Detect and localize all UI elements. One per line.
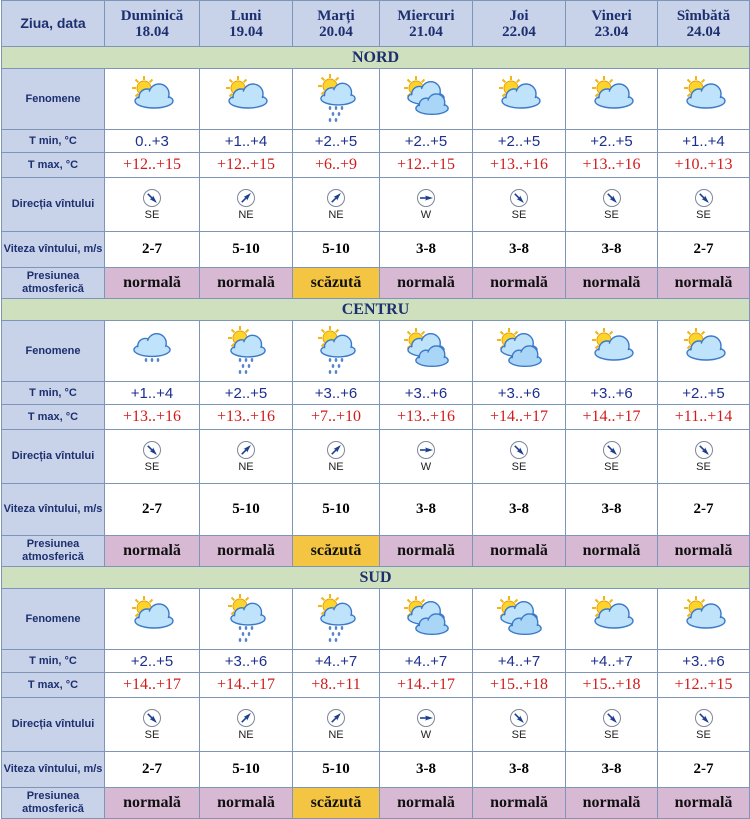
- region-row: [2, 47, 750, 69]
- wind-direction-label: SE: [604, 461, 619, 473]
- weather-cell: [105, 589, 200, 650]
- phenomena-row: [2, 69, 750, 130]
- day-date: 18.04: [135, 23, 169, 40]
- wind-direction-label: NE: [328, 209, 344, 221]
- tmin-cell: +2..+5: [566, 130, 658, 153]
- tmax-cell: +11..+14: [658, 405, 750, 430]
- weather-cell: [200, 589, 293, 650]
- cloudy-rain-icon: [306, 326, 366, 376]
- wind-arrow-icon: [602, 708, 622, 728]
- wind-direction-cell: [380, 698, 473, 752]
- day-name: Duminică: [120, 7, 184, 24]
- pressure-cell: scăzută: [293, 788, 380, 819]
- phenomena-row: [2, 589, 750, 650]
- wind-arrow-icon: [142, 188, 162, 208]
- cloudy-rain-icon: [306, 74, 366, 124]
- weather-cell: [200, 321, 293, 382]
- day-name: Marți: [317, 7, 355, 24]
- partly-cloudy-icon: [582, 74, 642, 124]
- tmin-cell: +4..+7: [293, 650, 380, 673]
- cloudy-icon: [396, 74, 456, 124]
- pressure-cell: normală: [200, 268, 293, 299]
- wind-arrow-icon: [416, 440, 436, 460]
- day-name: Vineri: [591, 7, 632, 24]
- pressure-cell: normală: [658, 536, 750, 567]
- wind-arrow-icon: [509, 440, 529, 460]
- row-label: T max, °C: [2, 153, 105, 178]
- wind-direction-cell: [473, 698, 566, 752]
- row-label: T min, °C: [2, 650, 105, 673]
- wind-direction-label: SE: [696, 729, 711, 741]
- wind-direction-label: SE: [604, 729, 619, 741]
- wind-direction-cell: [658, 430, 750, 484]
- wind-direction-label: SE: [511, 729, 527, 741]
- wind-speed-row: [2, 752, 750, 788]
- pressure-cell: scăzută: [293, 536, 380, 567]
- day-date: 24.04: [686, 23, 721, 40]
- weather-cell: [105, 321, 200, 382]
- tmin-row: [2, 650, 750, 673]
- tmin-cell: +4..+7: [473, 650, 566, 673]
- wind-direction-label: NE: [328, 461, 344, 473]
- wind-arrow-icon: [326, 188, 346, 208]
- wind-direction-label: SE: [144, 209, 160, 221]
- wind-speed-cell: 3-8: [566, 232, 658, 268]
- wind-direction-cell: [105, 430, 200, 484]
- wind-speed-cell: 2-7: [658, 232, 750, 268]
- day-header: [293, 1, 380, 47]
- region-title: NORD: [2, 47, 750, 69]
- wind-arrow-icon: [326, 708, 346, 728]
- partly-cloudy-icon: [674, 326, 734, 376]
- tmin-cell: +2..+5: [293, 130, 380, 153]
- pressure-cell: scăzută: [293, 268, 380, 299]
- wind-speed-cell: 3-8: [380, 484, 473, 536]
- pressure-cell: normală: [658, 268, 750, 299]
- wind-speed-cell: 3-8: [566, 752, 658, 788]
- tmax-cell: +14..+17: [105, 673, 200, 698]
- partly-cloudy-icon: [582, 594, 642, 644]
- day-header: [566, 1, 658, 47]
- day-name: Joi: [509, 7, 529, 24]
- wind-direction-label: W: [420, 461, 432, 473]
- wind-speed-cell: 2-7: [105, 484, 200, 536]
- row-label: Fenomene: [2, 589, 105, 650]
- weather-cell: [658, 321, 750, 382]
- tmax-cell: +14..+17: [200, 673, 293, 698]
- wind-direction-label: SE: [511, 461, 527, 473]
- wind-direction-label: SE: [696, 209, 711, 221]
- pressure-cell: normală: [473, 268, 566, 299]
- day-header: [200, 1, 293, 47]
- wind-speed-cell: 5-10: [293, 484, 380, 536]
- pressure-cell: normală: [473, 788, 566, 819]
- partly-cloudy-icon: [122, 74, 182, 124]
- wind-speed-cell: 2-7: [658, 484, 750, 536]
- wind-speed-cell: 3-8: [473, 752, 566, 788]
- wind-arrow-icon: [694, 708, 714, 728]
- row-label: Viteza vîntului, m/s: [2, 232, 105, 268]
- wind-speed-cell: 3-8: [380, 232, 473, 268]
- row-label: Presiunea atmosferică: [2, 788, 105, 819]
- tmin-cell: +3..+6: [658, 650, 750, 673]
- region-row: [2, 299, 750, 321]
- tmin-cell: +3..+6: [293, 382, 380, 405]
- wind-direction-cell: [473, 178, 566, 232]
- tmin-cell: +4..+7: [566, 650, 658, 673]
- wind-direction-row: [2, 430, 750, 484]
- pressure-cell: normală: [566, 536, 658, 567]
- wind-direction-cell: [566, 430, 658, 484]
- wind-arrow-icon: [602, 440, 622, 460]
- wind-direction-cell: [658, 178, 750, 232]
- day-name: Sîmbătă: [676, 7, 731, 24]
- tmax-cell: +8..+11: [293, 673, 380, 698]
- wind-arrow-icon: [509, 708, 529, 728]
- wind-direction-cell: [293, 698, 380, 752]
- wind-direction-cell: [105, 178, 200, 232]
- tmax-cell: +12..+15: [105, 153, 200, 178]
- wind-direction-row: [2, 698, 750, 752]
- wind-direction-cell: [105, 698, 200, 752]
- weather-cell: [293, 589, 380, 650]
- tmax-cell: +14..+17: [473, 405, 566, 430]
- wind-speed-cell: 3-8: [380, 752, 473, 788]
- weather-cell: [566, 321, 658, 382]
- day-date: 19.04: [229, 23, 263, 40]
- row-label: T max, °C: [2, 405, 105, 430]
- day-header: [105, 1, 200, 47]
- wind-direction-cell: [200, 178, 293, 232]
- tmax-row: [2, 405, 750, 430]
- wind-direction-label: SE: [696, 461, 711, 473]
- wind-arrow-icon: [509, 188, 529, 208]
- wind-speed-row: [2, 232, 750, 268]
- tmax-cell: +13..+16: [473, 153, 566, 178]
- wind-speed-cell: 5-10: [200, 752, 293, 788]
- wind-arrow-icon: [602, 188, 622, 208]
- wind-arrow-icon: [142, 708, 162, 728]
- pressure-row: [2, 536, 750, 567]
- region-title: CENTRU: [2, 299, 750, 321]
- tmin-cell: +1..+4: [200, 130, 293, 153]
- weather-cell: [473, 321, 566, 382]
- wind-direction-cell: [380, 178, 473, 232]
- wind-speed-cell: 5-10: [293, 232, 380, 268]
- partly-cloudy-icon: [582, 326, 642, 376]
- wind-speed-row: [2, 484, 750, 536]
- wind-direction-label: NE: [238, 729, 254, 741]
- weather-cell: [380, 589, 473, 650]
- wind-direction-label: SE: [511, 209, 527, 221]
- weather-cell: [380, 321, 473, 382]
- tmax-row: [2, 673, 750, 698]
- day-header: [473, 1, 566, 47]
- wind-speed-cell: 3-8: [473, 484, 566, 536]
- pressure-cell: normală: [380, 536, 473, 567]
- wind-arrow-icon: [416, 188, 436, 208]
- wind-direction-cell: [380, 430, 473, 484]
- row-label: Direcția vîntului: [2, 430, 105, 484]
- pressure-cell: normală: [200, 536, 293, 567]
- tmax-cell: +13..+16: [105, 405, 200, 430]
- row-label: Direcția vîntului: [2, 178, 105, 232]
- pressure-cell: normală: [380, 788, 473, 819]
- wind-direction-cell: [566, 178, 658, 232]
- tmin-cell: +3..+6: [380, 382, 473, 405]
- wind-arrow-icon: [694, 188, 714, 208]
- tmin-cell: +4..+7: [380, 650, 473, 673]
- wind-direction-label: W: [420, 729, 432, 741]
- wind-arrow-icon: [694, 440, 714, 460]
- partly-cloudy-icon: [489, 74, 549, 124]
- row-label: Direcția vîntului: [2, 698, 105, 752]
- tmin-cell: +2..+5: [658, 382, 750, 405]
- row-label: Fenomene: [2, 69, 105, 130]
- wind-direction-cell: [566, 698, 658, 752]
- wind-direction-cell: [200, 430, 293, 484]
- pressure-cell: normală: [105, 268, 200, 299]
- wind-direction-row: [2, 178, 750, 232]
- weather-cell: [105, 69, 200, 130]
- pressure-row: [2, 268, 750, 299]
- tmax-cell: +10..+13: [658, 153, 750, 178]
- wind-direction-cell: [293, 430, 380, 484]
- tmax-cell: +13..+16: [380, 405, 473, 430]
- pressure-cell: normală: [380, 268, 473, 299]
- forecast-table: [1, 0, 750, 819]
- tmax-row: [2, 153, 750, 178]
- tmax-cell: +7..+10: [293, 405, 380, 430]
- tmin-cell: 0..+3: [105, 130, 200, 153]
- weather-cell: [566, 69, 658, 130]
- phenomena-row: [2, 321, 750, 382]
- weather-cell: [473, 69, 566, 130]
- wind-direction-label: NE: [238, 209, 254, 221]
- day-date: 20.04: [319, 23, 353, 40]
- tmin-cell: +3..+6: [473, 382, 566, 405]
- day-name: Miercuri: [397, 7, 455, 24]
- tmin-cell: +3..+6: [566, 382, 658, 405]
- tmin-cell: +1..+4: [105, 382, 200, 405]
- tmax-cell: +12..+15: [658, 673, 750, 698]
- day-date: 22.04: [502, 23, 536, 40]
- wind-direction-cell: [658, 698, 750, 752]
- wind-direction-label: NE: [328, 729, 344, 741]
- wind-speed-cell: 5-10: [200, 232, 293, 268]
- forecast-body: [2, 1, 750, 819]
- partly-cloudy-icon: [674, 594, 734, 644]
- tmin-row: [2, 130, 750, 153]
- pressure-cell: normală: [105, 536, 200, 567]
- day-date: 23.04: [594, 23, 629, 40]
- partly-cloudy-icon: [216, 74, 276, 124]
- wind-speed-cell: 3-8: [566, 484, 658, 536]
- pressure-cell: normală: [200, 788, 293, 819]
- wind-direction-cell: [293, 178, 380, 232]
- partly-cloudy-icon: [674, 74, 734, 124]
- tmax-cell: +6..+9: [293, 153, 380, 178]
- wind-arrow-icon: [236, 188, 256, 208]
- wind-direction-label: SE: [144, 461, 160, 473]
- tmin-cell: +2..+5: [200, 382, 293, 405]
- cloudy-rain-icon: [306, 594, 366, 644]
- row-label: Presiunea atmosferică: [2, 536, 105, 567]
- row-label: T max, °C: [2, 673, 105, 698]
- day-name: Luni: [230, 7, 262, 24]
- weather-cell: [200, 69, 293, 130]
- day-header: [380, 1, 473, 47]
- cloudy-rain-icon: [216, 594, 276, 644]
- wind-direction-cell: [200, 698, 293, 752]
- pressure-cell: normală: [658, 788, 750, 819]
- row-label: Viteza vîntului, m/s: [2, 484, 105, 536]
- tmin-row: [2, 382, 750, 405]
- pressure-cell: normală: [566, 268, 658, 299]
- wind-arrow-icon: [236, 708, 256, 728]
- tmin-cell: +2..+5: [105, 650, 200, 673]
- tmin-cell: +3..+6: [200, 650, 293, 673]
- weather-cell: [293, 321, 380, 382]
- tmin-cell: +2..+5: [473, 130, 566, 153]
- cloudy-icon: [396, 326, 456, 376]
- cloudy-rain-icon: [216, 326, 276, 376]
- wind-direction-label: W: [420, 209, 432, 221]
- corner-label: Ziua, data: [2, 1, 105, 47]
- wind-direction-label: SE: [144, 729, 160, 741]
- header-row: [2, 1, 750, 47]
- wind-speed-cell: 5-10: [200, 484, 293, 536]
- weather-cell: [658, 69, 750, 130]
- tmin-cell: +2..+5: [380, 130, 473, 153]
- wind-speed-cell: 5-10: [293, 752, 380, 788]
- wind-speed-cell: 2-7: [658, 752, 750, 788]
- cloudy-icon: [489, 594, 549, 644]
- tmax-cell: +15..+18: [566, 673, 658, 698]
- tmax-cell: +15..+18: [473, 673, 566, 698]
- wind-speed-cell: 2-7: [105, 232, 200, 268]
- pressure-cell: normală: [473, 536, 566, 567]
- tmax-cell: +13..+16: [200, 405, 293, 430]
- row-label: Viteza vîntului, m/s: [2, 752, 105, 788]
- tmax-cell: +13..+16: [566, 153, 658, 178]
- wind-arrow-icon: [142, 440, 162, 460]
- region-title: SUD: [2, 567, 750, 589]
- tmax-cell: +12..+15: [380, 153, 473, 178]
- tmax-cell: +12..+15: [200, 153, 293, 178]
- weather-cell: [473, 589, 566, 650]
- weather-cell: [293, 69, 380, 130]
- cloudy-icon: [396, 594, 456, 644]
- weather-cell: [658, 589, 750, 650]
- weather-cell: [380, 69, 473, 130]
- day-header: [658, 1, 750, 47]
- tmax-cell: +14..+17: [566, 405, 658, 430]
- cloudy-light-rain-icon: [122, 326, 182, 376]
- row-label: Presiunea atmosferică: [2, 268, 105, 299]
- wind-direction-label: SE: [604, 209, 619, 221]
- row-label: T min, °C: [2, 382, 105, 405]
- cloudy-icon: [489, 326, 549, 376]
- pressure-cell: normală: [566, 788, 658, 819]
- wind-arrow-icon: [326, 440, 346, 460]
- wind-arrow-icon: [236, 440, 256, 460]
- region-row: [2, 567, 750, 589]
- wind-arrow-icon: [416, 708, 436, 728]
- row-label: Fenomene: [2, 321, 105, 382]
- day-date: 21.04: [409, 23, 443, 40]
- wind-direction-cell: [473, 430, 566, 484]
- tmax-cell: +14..+17: [380, 673, 473, 698]
- partly-cloudy-icon: [122, 594, 182, 644]
- wind-direction-label: NE: [238, 461, 254, 473]
- weather-cell: [566, 589, 658, 650]
- row-label: T min, °C: [2, 130, 105, 153]
- tmin-cell: +1..+4: [658, 130, 750, 153]
- pressure-cell: normală: [105, 788, 200, 819]
- wind-speed-cell: 2-7: [105, 752, 200, 788]
- wind-speed-cell: 3-8: [473, 232, 566, 268]
